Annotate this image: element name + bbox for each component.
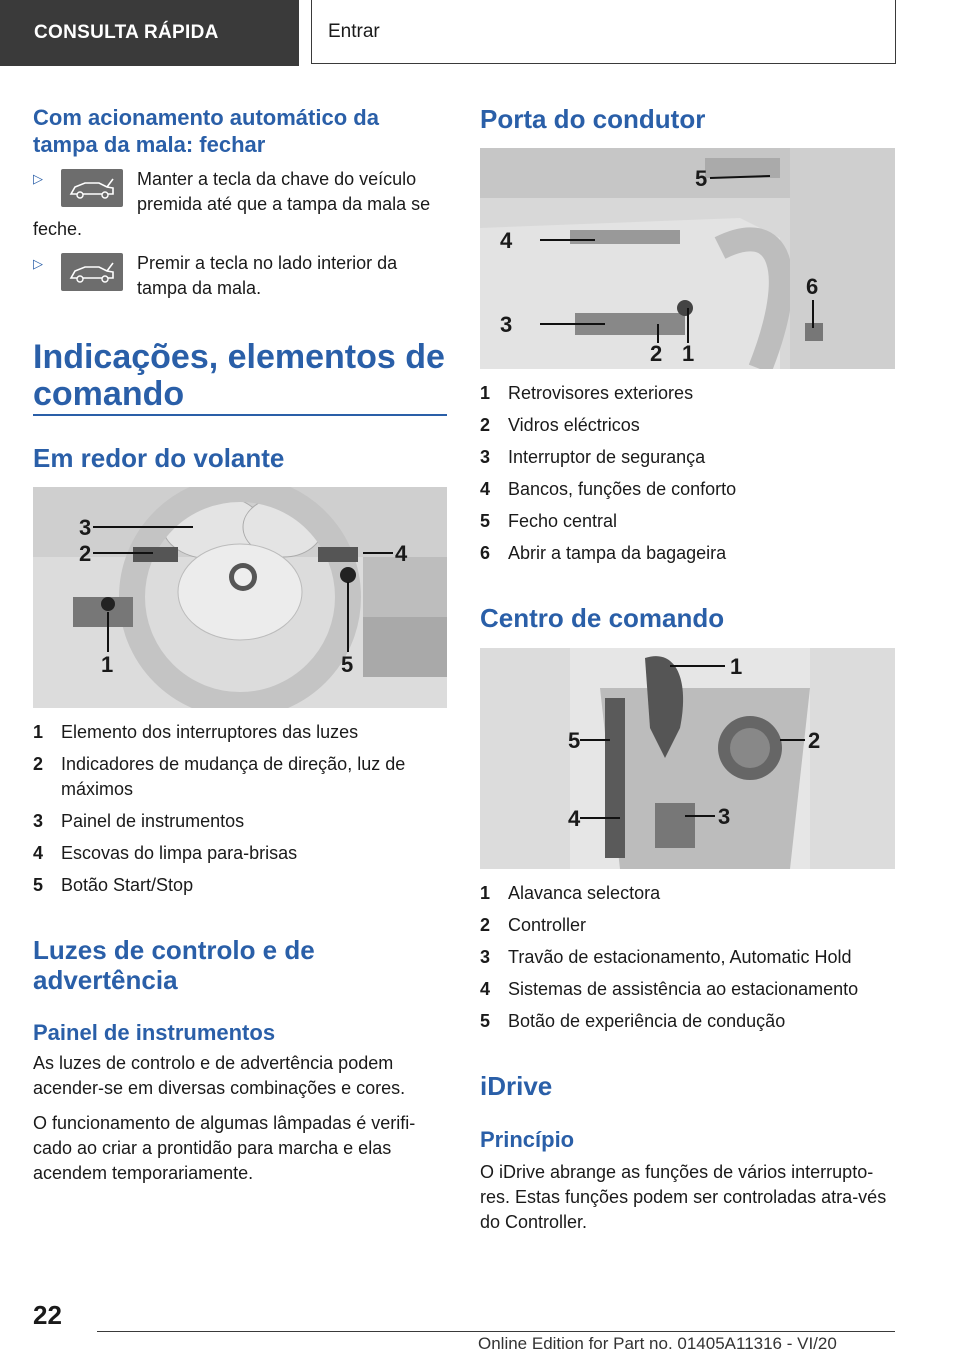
list-item: 3 Interruptor de segurança — [480, 447, 706, 467]
trunk-step-1-line1: Manter a tecla da chave do veículo — [137, 169, 417, 189]
list-item: 5 Botão de experiência de condução — [480, 1011, 786, 1031]
main-heading-line2: comando — [33, 375, 185, 413]
panel-heading: Painel de instrumentos — [33, 1020, 276, 1045]
trunk-heading: Com acionamento automático da tampa da mala: fechar — [33, 105, 379, 157]
list-item: 4 Escovas do limpa para-brisas — [33, 843, 298, 863]
panel-paragraph-1: As luzes de controlo e de advertência podem acender-se em diversas combinações e cores. — [33, 1053, 406, 1098]
list-item: 2 Controller — [480, 915, 587, 935]
door-label-1: 1 — [682, 341, 695, 366]
triangle-bullet-icon: ▷ — [33, 171, 43, 186]
list-item: 3 Painel de instrumentos — [33, 811, 245, 831]
page-number: 22 — [33, 1300, 62, 1330]
steering-label-4: 4 — [395, 541, 408, 566]
list-item: 1 Alavanca selectora — [480, 883, 661, 903]
console-label-5: 5 — [568, 728, 581, 753]
list-item: 4 Bancos, funções de conforto — [480, 479, 737, 499]
list-item: 6 Abrir a tampa da bagageira — [480, 543, 727, 563]
door-label-4: 4 — [500, 228, 513, 253]
steering-label-3: 3 — [79, 515, 92, 540]
list-item: 5 Fecho central — [480, 511, 618, 531]
edition-footer: Online Edition for Part no. 01405A11316 - VI/20 — [478, 1334, 837, 1353]
steering-label-5: 5 — [341, 652, 354, 677]
door-label-3: 3 — [500, 312, 513, 337]
trunk-step-1-line3: feche. — [33, 219, 83, 239]
idrive-heading: iDrive — [480, 1071, 553, 1101]
principle-paragraph: O iDrive abrange as funções de vários interrupto-res. Estas funções podem ser controladas atra-vés do Controller. — [480, 1162, 887, 1232]
trunk-step-2-line2: tampa da mala. — [137, 278, 262, 298]
console-label-1: 1 — [730, 654, 743, 679]
steering-wheel-image — [33, 487, 447, 708]
steering-heading: Em redor do volante — [33, 443, 285, 473]
lights-heading-line1: Luzes de controlo e de — [33, 935, 315, 965]
chapter-title: Entrar — [311, 0, 896, 64]
lights-heading-line2: advertência — [33, 965, 178, 995]
door-label-6: 6 — [806, 274, 819, 299]
door-list — [480, 381, 895, 573]
door-label-5: 5 — [695, 166, 708, 191]
console-list — [480, 881, 895, 1041]
console-label-2: 2 — [808, 728, 821, 753]
triangle-bullet-icon: ▷ — [33, 256, 43, 271]
heading-divider — [33, 414, 447, 416]
door-heading: Porta do condutor — [480, 104, 706, 134]
footer-divider — [97, 1331, 895, 1332]
section-tab: CONSULTA RÁPIDA — [0, 0, 299, 66]
steering-label-2: 2 — [79, 541, 92, 566]
steering-list — [33, 720, 447, 905]
trunk-step-1-line2: premida até que a tampa da mala se — [137, 194, 431, 214]
main-heading-line1: Indicações, elementos de — [33, 338, 445, 376]
list-item: 2 Indicadores de mudança de direção, luz de máximos — [33, 754, 406, 799]
list-item: 4 Sistemas de assistência ao estacionamento — [480, 979, 859, 999]
list-item: 5 Botão Start/Stop — [33, 875, 194, 895]
console-label-4: 4 — [568, 806, 581, 831]
center-console-image — [480, 648, 895, 869]
list-item: 1 Retrovisores exteriores — [480, 383, 694, 403]
door-label-2: 2 — [650, 341, 663, 366]
trunk-step-2-line1: Premir a tecla no lado interior da — [137, 253, 398, 273]
car-trunk-icon — [61, 253, 123, 291]
list-item: 3 Travão de estacionamento, Automatic Hold — [480, 947, 852, 967]
steering-label-1: 1 — [101, 652, 114, 677]
console-label-3: 3 — [718, 804, 731, 829]
car-trunk-icon — [61, 169, 123, 207]
principle-heading: Princípio — [480, 1127, 575, 1152]
console-heading: Centro de comando — [480, 603, 725, 633]
driver-door-image — [480, 148, 895, 369]
list-item: 2 Vidros eléctricos — [480, 415, 640, 435]
panel-paragraph-2: O funcionamento de algumas lâmpadas é verifi-cado ao criar a prontidão para marcha e elas acendem temporariamente. — [33, 1113, 416, 1183]
page-header — [0, 0, 960, 66]
list-item: 1 Elemento dos interruptores das luzes — [33, 722, 359, 742]
